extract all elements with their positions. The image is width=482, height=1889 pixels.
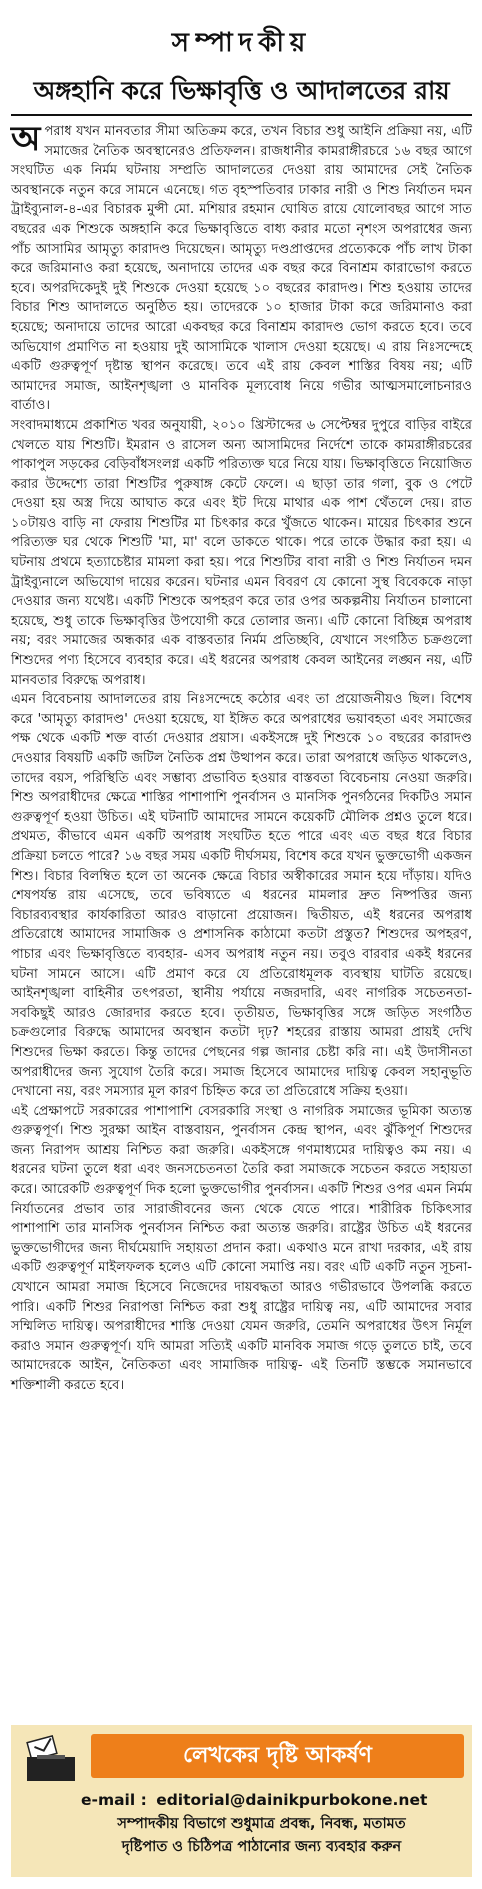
headline-rule	[11, 114, 472, 116]
notice-banner: লেখকের দৃষ্টি আকর্ষণ	[91, 1734, 464, 1778]
writer-notice-box	[11, 1725, 472, 1877]
email-address-link[interactable]: editorial@dainikpurbokone.net	[156, 1791, 428, 1809]
paragraph-1	[11, 119, 472, 416]
headline: অঙ্গহানি করে ভিক্ষাবৃত্তি ও আদালতের রায়	[33, 76, 450, 105]
email-label: e-mail :	[81, 1791, 147, 1809]
dropcap: অ	[11, 119, 41, 159]
notice-line-2: দৃষ্টিপাত ও চিঠিপত্র পাঠানোর জন্য ব্যবহার করুন	[121, 1839, 402, 1855]
notice-text	[11, 1813, 472, 1859]
article-body	[11, 119, 473, 1396]
email-line	[11, 1787, 472, 1813]
ballot-box-icon	[23, 1735, 83, 1783]
paragraph-1-text: পরাধ যখন মানবতার সীমা অতিক্রম করে, তখন বিচার শুধু আইনি প্রক্রিয়া নয়, এটি সমাজের নৈতিক অবস্থানেরও প্রতিফলন। রাজধানীর কামরাঙ্গীরচরে ১৬ বছর আগে সংঘটিত এক নির্মম ঘটনায় সম্প্রতি আদালতের দেওয়া রায় আমাদের সেই নৈতিক অবস্থানকে নতুন করে সামনে এনেছে। গত বৃহস্পতিবার ঢাকার নারী ও শিশু নির্যাতন দমন ট্রাইব্যুনাল-৪-এর বিচারক মুন্সী মো. মশিয়ার রহমান ঘোষিত রায়ে যোলোবছর আগে সাত বছরের এক শিশুকে অঙ্গহানি করে ভিক্ষাবৃত্তিতে বাধ্য করার মতো নৃশংস অপরাধের জন্য পাঁচ আসামির আমৃত্যু কারাদণ্ড দিয়েছেন। আমৃত্যু দণ্ডপ্রাপ্তদের প্রত্যেককে পাঁচ লাখ টাকা করে জরিমানাও করা হয়েছে, অনাদায়ে তাদের এক বছর করে বিনাশ্রম কারাভোগ করতে হবে। অপরদিকেদুই দুই শিশুকে দেওয়া হয়েছে ১০ বছরের কারাদণ্ড। শিশু হওয়ায় তাদের বিচার শিশু আদালতে অনুষ্ঠিত হয়। তাদেরকে ১০ হাজার টাকা করে জরিমানাও করা হয়েছে; অনাদায়ে তাদের আরো একবছর করে বিনাশ্রম কারাদণ্ড ভোগ করতে হবে। তবে অভিযোগ প্রমাণিত না হওয়ায় দুই আসামিকে খালাস দেওয়া হয়েছে। এ রায় নিঃসন্দেহে একটি গুরুত্বপূর্ণ দৃষ্টান্ত স্থাপন করেছে। তবে এই রায় কেবল শাস্তির বিষয় নয়; এটি আমাদের সমাজ, আইনশৃঙ্খলা ও মানবিক মূল্যবোধ নিয়ে গভীর আত্মসমালোচনারও বার্তাও।	[11, 124, 472, 414]
paragraph-3: এমন বিবেচনায় আদালতের রায় নিঃসন্দেহে কঠোর এবং তা প্রয়োজনীয়ও ছিল। বিশেষ করে 'আমৃত্যু কারাদণ্ড' দেওয়া হয়েছে, যা ইঙ্গিত করে অপরাধের ভয়াবহতা এবং সমাজের পক্ষ থেকে একটি শক্ত বার্তা দেওয়ার প্রয়াস। একইসঙ্গে দুই শিশুকে ১০ বছরের কারাদণ্ড দেওয়ার বিষয়টি একটি জটিল নৈতিক প্রশ্ন উত্থাপন করে। তারা অপরাধে জড়িত থাকলেও, তাদের বয়স, পরিস্থিতি এবং সম্ভাব্য প্রভাবিত হওয়ার বাস্তবতা বিবেচনায় নেওয়া জরুরি। শিশু অপরাধীদের ক্ষেত্রে শাস্তির পাশাপাশি পুনর্বাসন ও মানসিক পুনর্গঠনের দিকটিও সমান গুরুত্বপূর্ণ হওয়া উচিত। এই ঘটনাটি আমাদের সামনে কয়েকটি মৌলিক প্রশ্নও তুলে ধরে। প্রথমত, কীভাবে এমন একটি অপরাধ সংঘটিত হতে পারে এবং এত বছর ধরে বিচার প্রক্রিয়া চলতে পারে? ১৬ বছর সময় একটি দীর্ঘসময়, বিশেষ করে যখন ভুক্তভোগী একজন শিশু। বিচার বিলম্বিত হলে তা অনেক ক্ষেত্রে বিচার অস্বীকারের সমান হয়ে দাঁড়ায়। যদিও শেষপর্যন্ত রায় এসেছে, তবে ভবিষ্যতে এ ধরনের মামলার দ্রুত নিষ্পত্তির জন্য বিচারব্যবস্থার কার্যকারিতা আরও বাড়ানো প্রয়োজন। দ্বিতীয়ত, এই ধরনের অপরাধ প্রতিরোধে আমাদের সামাজিক ও প্রশাসনিক কাঠামো কতটা প্রস্তুত? শিশুদের অপহরণ, পাচার এবং ভিক্ষাবৃত্তিতে ব্যবহার- এসব অপরাধ নতুন নয়। তবুও বারবার একই ধরনের ঘটনা সামনে আসে। এটি প্রমাণ করে যে প্রতিরোধমূলক ব্যবস্থায় ঘাটতি রয়েছে। আইনশৃঙ্খলা বাহিনীর তৎপরতা, স্থানীয় পর্যায়ে নজরদারি, এবং নাগরিক সচেতনতা- সবকিছুই আরও জোরদার করতে হবে। তৃতীয়ত, ভিক্ষাবৃত্তির সঙ্গে জড়িত সংগঠিত চক্রগুলোর বিরুদ্ধে আমাদের অবস্থান কতটা দৃঢ়? শহরের রাস্তায় আমরা প্রায়ই দেখি শিশুদের ভিক্ষা করতে। কিন্তু তাদের পেছনের গল্প জানার চেষ্টা করি না। এই উদাসীনতা অপরাধীদের জন্য সুযোগ তৈরি করে। সমাজ হিসেবে আমাদের দায়িত্ব কেবল সহানুভূতি দেখানো নয়, বরং সমস্যার মূল কারণ চিহ্নিত করে তা প্রতিরোধে সক্রিয় হওয়া।	[11, 692, 473, 1100]
section-title: সম্পাদকীয়	[171, 28, 312, 58]
notice-line-1: সম্পাদকীয় বিভাগে শুধুমাত্র প্রবন্ধ, নিবন্ধ, মতামত	[117, 1816, 406, 1832]
paragraph-2: সংবাদমাধ্যমে প্রকাশিত খবর অনুযায়ী, ২০১০ খ্রিস্টাব্দের ৬ সেপ্টেম্বর দুপুরে বাড়ির বাইরে খেলতে যায় শিশুটি। ইমরান ও রাসেল অন্য আসামিদের নির্দেশে তাকে কামরাঙ্গীরচরের পাকাপুল সড়কের বেড়িবাঁধসংলগ্ন একটি পরিত্যক্ত ঘরে নিয়ে যায়। ভিক্ষাবৃত্তিতে নিয়োজিত করার উদ্দেশ্যে তারা শিশুটির পুরুষাঙ্গ কেটে ফেলে। এ ছাড়া তার গলা, বুক ও পেটে দেওয়া হয় অস্ত্র দিয়ে আঘাত করে এবং ইট দিয়ে মাথার এক পাশ থেঁতলে দেয়। রাত ১০টায়ও বাড়ি না ফেরায় শিশুটির মা চিৎকার করে খুঁজতে থাকেন। মায়ের চিৎকার শুনে পরিত্যক্ত ঘর থেকে শিশুটি 'মা, মা' বলে ডাকতে থাকে। পরে তাকে উদ্ধার করা হয়। এ ঘটনায় প্রথমে হত্যাচেষ্টার মামলা করা হয়। পরে শিশুটির বাবা নারী ও শিশু নির্যাতন দমন ট্রাইব্যুনালে অভিযোগ দায়ের করেন। ঘটনার এমন বিবরণ যে কোনো সুস্থ বিবেককে নাড়া দেওয়ার জন্য যথেষ্ট। একটি শিশুকে অপহরণ করে তার ওপর অকল্পনীয় নির্যাতন চালানো হয়েছে, শুধু তাকে ভিক্ষাবৃত্তির উপযোগী করে তোলার জন্য। এটি কোনো বিচ্ছিন্ন অপরাধ নয়; বরং সমাজের অন্ধকার এক বাস্তবতার নির্মম প্রতিচ্ছবি, যেখানে সংগঠিত চক্রগুলো শিশুদের পণ্য হিসেবে ব্যবহার করে। এই ধরনের অপরাধ কেবল আইনের লঙ্ঘন নয়, এটি মানবতার বিরুদ্ধে অপরাধ।	[11, 417, 472, 688]
paragraph-4: এই প্রেক্ষাপটে সরকারের পাশাপাশি বেসরকারি সংস্থা ও নাগরিক সমাজের ভূমিকা অত্যন্ত গুরুত্বপূর্ণ। শিশু সুরক্ষা আইন বাস্তবায়ন, পুনর্বাসন কেন্দ্র স্থাপন, এবং ঝুঁকিপূর্ণ শিশুদের জন্য নিরাপদ আশ্রয় নিশ্চিত করা জরুরি। একইসঙ্গে গণমাধ্যমের দায়িত্বও কম নয়। এ ধরনের ঘটনা তুলে ধরা এবং জনসচেতনতা তৈরি করা সমাজকে সচেতন করতে সহায়তা করে। আরেকটি গুরুত্বপূর্ণ দিক হলো ভুক্তভোগীর পুনর্বাসন। একটি শিশুর ওপর এমন নির্মম নির্যাতনের প্রভাব তার সারাজীবনের জন্য থেকে যেতে পারে। শারীরিক চিকিৎসার পাশাপাশি তার মানসিক পুনর্বাসন নিশ্চিত করা অত্যন্ত জরুরি। রাষ্ট্রের উচিত এই ধরনের ভুক্তভোগীদের জন্য দীর্ঘমেয়াদি সহায়তা প্রদান করা। একথাও মনে রাখা দরকার, এই রায় একটি গুরুত্বপূর্ণ মাইলফলক হলেও এটি কোনো সমাপ্তি নয়। বরং এটি একটি নতুন সূচনা- যেখানে আমরা সমাজ হিসেবে নিজেদের দায়বদ্ধতা আরও গভীরভাবে উপলব্ধি করতে পারি। একটি শিশুর নিরাপত্তা নিশ্চিত করা শুধু রাষ্ট্রের দায়িত্ব নয়, এটি আমাদের সবার সম্মিলিত দায়িত্ব। অপরাধীদের শাস্তি দেওয়া যেমন জরুরি, তেমনি অপরাধের উৎস নির্মূল করাও সমান গুরুত্বপূর্ণ। যদি আমরা সত্যিই একটি মানবিক সমাজ গড়ে তুলতে চাই, তবে আমাদেরকে আইন, নৈতিকতা এবং সামাজিক দায়িত্ব- এই তিনটি স্তম্ভকে সমানভাবে শক্তিশালী করতে হবে।	[11, 1103, 472, 1393]
